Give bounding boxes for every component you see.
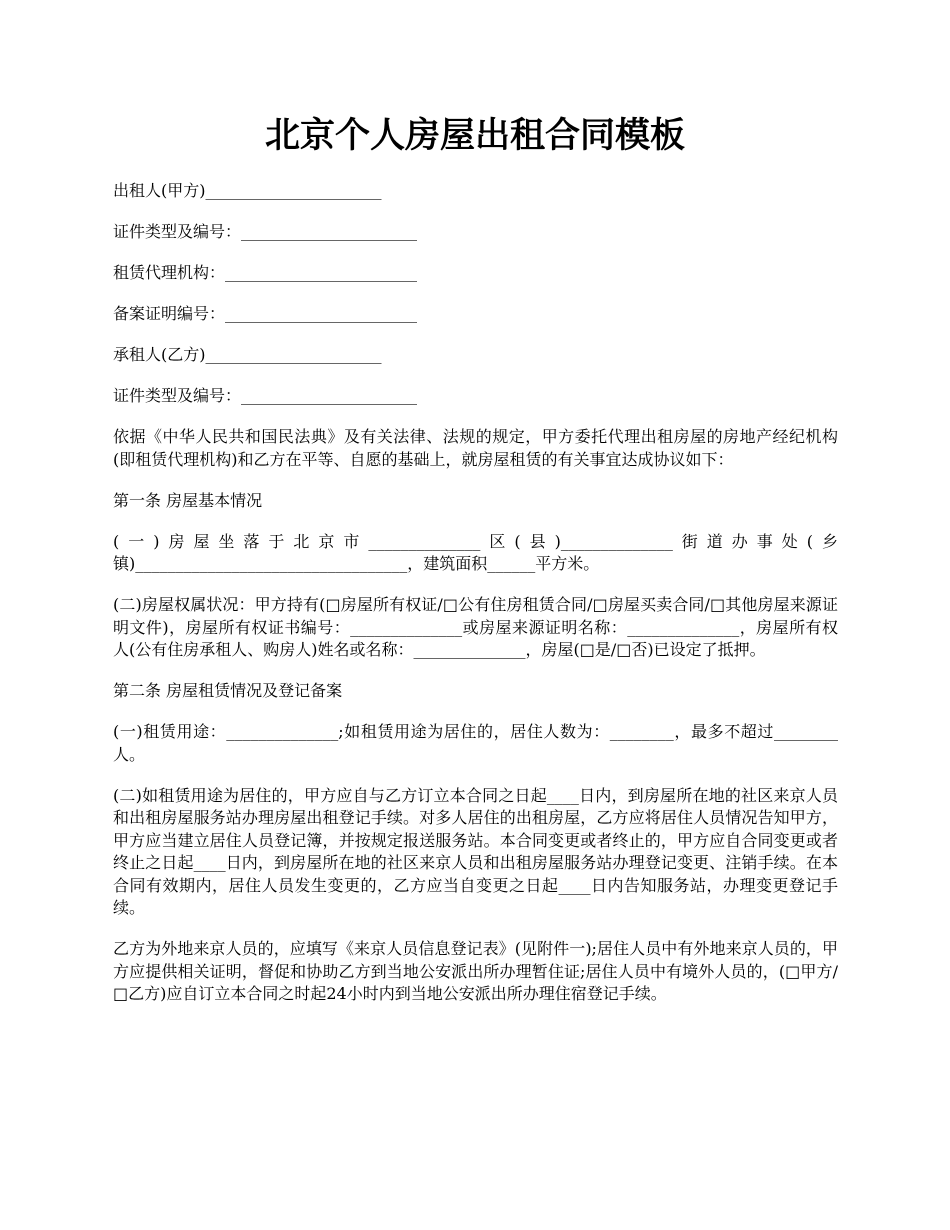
article-2-heading: 第二条 房屋租赁情况及登记备案 (113, 681, 343, 700)
lessee-id-field: 证件类型及编号：______________________ (113, 386, 418, 405)
agency-field: 租赁代理机构：________________________ (113, 263, 418, 282)
article-2-clause-2: (二)如租赁用途为居住的，甲方应自与乙方订立本合同之日起____日内，到房屋所在地的社区来京人员和出租房屋服务站办理房屋出租登记手续。对多人居住的出租房屋，乙方应将居住人员情况告知甲方，甲方应当建立居住人员登记簿，并按规定报送服务站。本合同变更或者终止的，甲方应自合同变更或者终止之日起____日内，到房屋所在地的社区来京人员和出租房屋服务站办理登记变更、注销手续。在本合同有效期内，居住人员发生变更的，乙方应当自变更之日起____日内告知服务站，办理变更登记手续。 (113, 785, 838, 917)
lessor-id-field: 证件类型及编号：______________________ (113, 222, 418, 241)
preamble-paragraph: 依据《中华人民共和国民法典》及有关法律、法规的规定，甲方委托代理出租房屋的房地产经纪机构(即租赁代理机构)和乙方在平等、自愿的基础上，就房屋租赁的有关事宜达成协议如下： (113, 427, 838, 469)
document-body (113, 180, 838, 1024)
article-2-clause-1: (一)租赁用途：______________;如租赁用途为居住的，居住人数为：________，最多不超过________人。 (113, 722, 838, 764)
filing-number-field: 备案证明编号：________________________ (113, 304, 418, 323)
article-1-clause-2: (二)房屋权属状况：甲方持有(□房屋所有权证/□公有住房租赁合同/□房屋买卖合同/□其他房屋来源证明文件)，房屋所有权证书编号：______________或房屋来源证明名称：______________，房屋所有权人(公有住房承租人、购房人)姓名或名称：______________，房屋(□是/□否)已设定了抵押。 (113, 595, 838, 659)
article-1-heading: 第一条 房屋基本情况 (113, 490, 263, 510)
lessee-field: 承租人(乙方)______________________ (113, 345, 382, 364)
document-title: 北京个人房屋出租合同模板 (264, 116, 685, 156)
article-1-clause-1: (一)房屋坐落于北京市______________区(县)______________街道办事处(乡镇)__________________________________，建筑面积______平方米。 (113, 531, 838, 573)
article-2-clause-3: 乙方为外地来京人员的，应填写《来京人员信息登记表》(见附件一);居住人员中有外地来京人员的，甲方应提供相关证明，督促和协助乙方到当地公安派出所办理暂住证;居住人员中有境外人员的，(□甲方/□乙方)应自订立本合同之时起24小时内到当地公安派出所办理住宿登记手续。 (113, 939, 838, 1003)
lessor-field: 出租人(甲方)______________________ (113, 181, 382, 200)
